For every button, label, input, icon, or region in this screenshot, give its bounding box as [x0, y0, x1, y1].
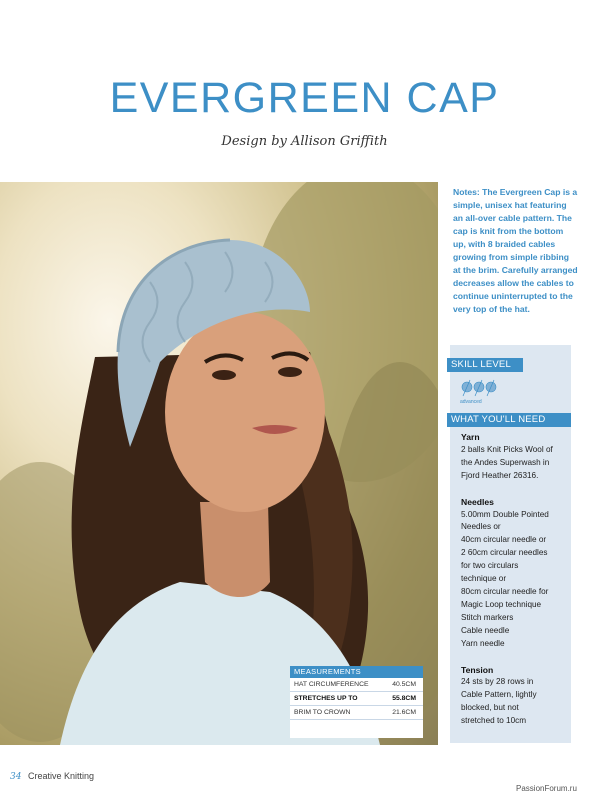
list-item: Cable Pattern, lightly	[461, 690, 537, 700]
list-item: Magic Loop technique	[461, 599, 542, 609]
list-item: 5.00mm Double Pointed	[461, 509, 549, 519]
list-item: Cable needle	[461, 625, 510, 635]
list-item: stretched to 10cm	[461, 716, 527, 726]
list-item: Yarn needle	[461, 638, 505, 648]
page-title: EVERGREEN CAP	[109, 74, 500, 122]
magazine-name: Creative Knitting	[27, 771, 95, 781]
measurement-row	[290, 706, 423, 720]
list-item: Stitch markers	[461, 612, 514, 622]
list-item: blocked, but not	[461, 703, 519, 713]
section-title: Needles	[461, 496, 494, 507]
list-item: 40cm circular needle or	[461, 535, 547, 545]
yarn-ball-icons	[460, 376, 500, 398]
materials-header: WHAT YOU'LL NEED	[447, 413, 571, 427]
list-item: for two circulars	[461, 561, 519, 571]
measurement-value: 55.8CM	[392, 695, 416, 702]
measurement-value: 21.6CM	[392, 709, 416, 716]
materials-list	[461, 431, 569, 728]
list-item: 80cm circular needle for	[461, 586, 549, 596]
measurement-label: BRIM TO CROWN	[294, 709, 351, 716]
list-item: Fjord Heather 26316.	[461, 470, 539, 480]
model-photo	[0, 182, 438, 745]
list-item: 24 sts by 28 rows in	[461, 677, 534, 687]
section-title: Yarn	[461, 432, 480, 442]
measurement-label: STRETCHES UP TO	[294, 695, 358, 702]
skill-level-label: advanced	[460, 399, 482, 405]
measurement-value: 40.5CM	[392, 681, 416, 688]
page-number: 34	[10, 772, 22, 782]
measurements-box	[290, 666, 423, 738]
measurement-label: HAT CIRCUMFERENCE	[294, 681, 369, 688]
measurement-row	[290, 692, 423, 706]
list-item: technique or	[461, 574, 507, 584]
designer-byline: Design by Allison Griffith	[221, 134, 388, 149]
section-title: Tension	[461, 664, 494, 675]
measurements-header: MEASUREMENTS	[290, 666, 423, 678]
list-item: 2 60cm circular needles	[461, 548, 548, 558]
watermark: PassionForum.ru	[516, 784, 577, 793]
list-item: Needles or	[461, 522, 501, 532]
measurement-row	[290, 678, 423, 692]
pattern-notes: Notes: The Evergreen Cap is a simple, unisex hat featuring an all-over cable pattern. The cap is knit from the bottom up, with 8 braided cables growing from simple ribbing at the brim. Carefully arranged decreases allow the cables to continue uninterrupted to the very top of the hat.	[453, 187, 578, 314]
list-item: the Andes Superwash in	[461, 457, 550, 467]
list-item: 2 balls Knit Picks Wool of	[461, 444, 553, 454]
skill-level-header: SKILL LEVEL	[447, 358, 523, 372]
page-footer	[10, 771, 94, 782]
